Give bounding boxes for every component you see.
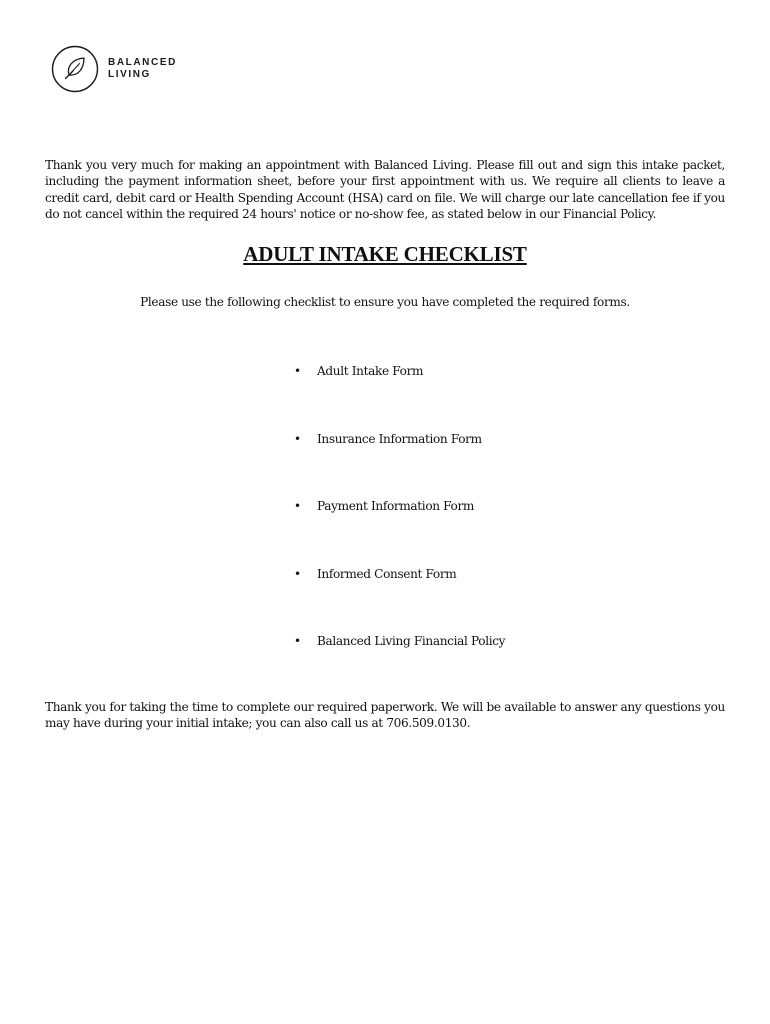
logo-line-1: BALANCED [108, 57, 177, 68]
bullet-icon: • [294, 499, 302, 513]
checklist-item-financial-policy [294, 632, 505, 700]
instructions-text: Please use the following checklist to ensure you have completed the required forms. [140, 295, 630, 309]
bullet-icon: • [294, 634, 302, 648]
intro-paragraph: Thank you very much for making an appointment with Balanced Living. Please fill out and sign this intake packet, including the payment information sheet, before your first appointment with us. We require all clients to leave a credit card, debit card or Health Spending Account (HSA) card on file. We will charge our late cancellation fee if you do not cancel within the required 24 hours' notice or no-show fee, as stated below in our Financial Policy. [45, 158, 725, 222]
checklist-item-label: Adult Intake Form [317, 364, 424, 378]
leaf-icon [51, 45, 99, 93]
checklist-item-adult-intake-form [294, 362, 505, 430]
closing-paragraph: Thank you for taking the time to complete our required paperwork. We will be available to answer any questions you may have during your initial intake; you can also call us at 706.509.0130. [45, 700, 725, 731]
bullet-icon: • [294, 566, 302, 581]
checklist-item-label: Informed Consent Form [317, 566, 457, 581]
logo-wordmark [108, 57, 177, 81]
logo-line-2: LIVING [108, 69, 151, 80]
bullet-icon: • [294, 431, 302, 446]
checklist-item-label: Payment Information Form [317, 499, 475, 513]
checklist-item-label: Balanced Living Financial Policy [317, 634, 506, 648]
intake-checklist [294, 362, 505, 700]
checklist-item-payment-information-form [294, 497, 505, 565]
logo [51, 45, 177, 93]
checklist-item-informed-consent-form [294, 565, 505, 633]
bullet-icon: • [294, 364, 302, 378]
checklist-item-label: Insurance Information Form [317, 431, 482, 446]
page-title: ADULT INTAKE CHECKLIST [243, 242, 527, 266]
checklist-item-insurance-information-form [294, 430, 505, 498]
